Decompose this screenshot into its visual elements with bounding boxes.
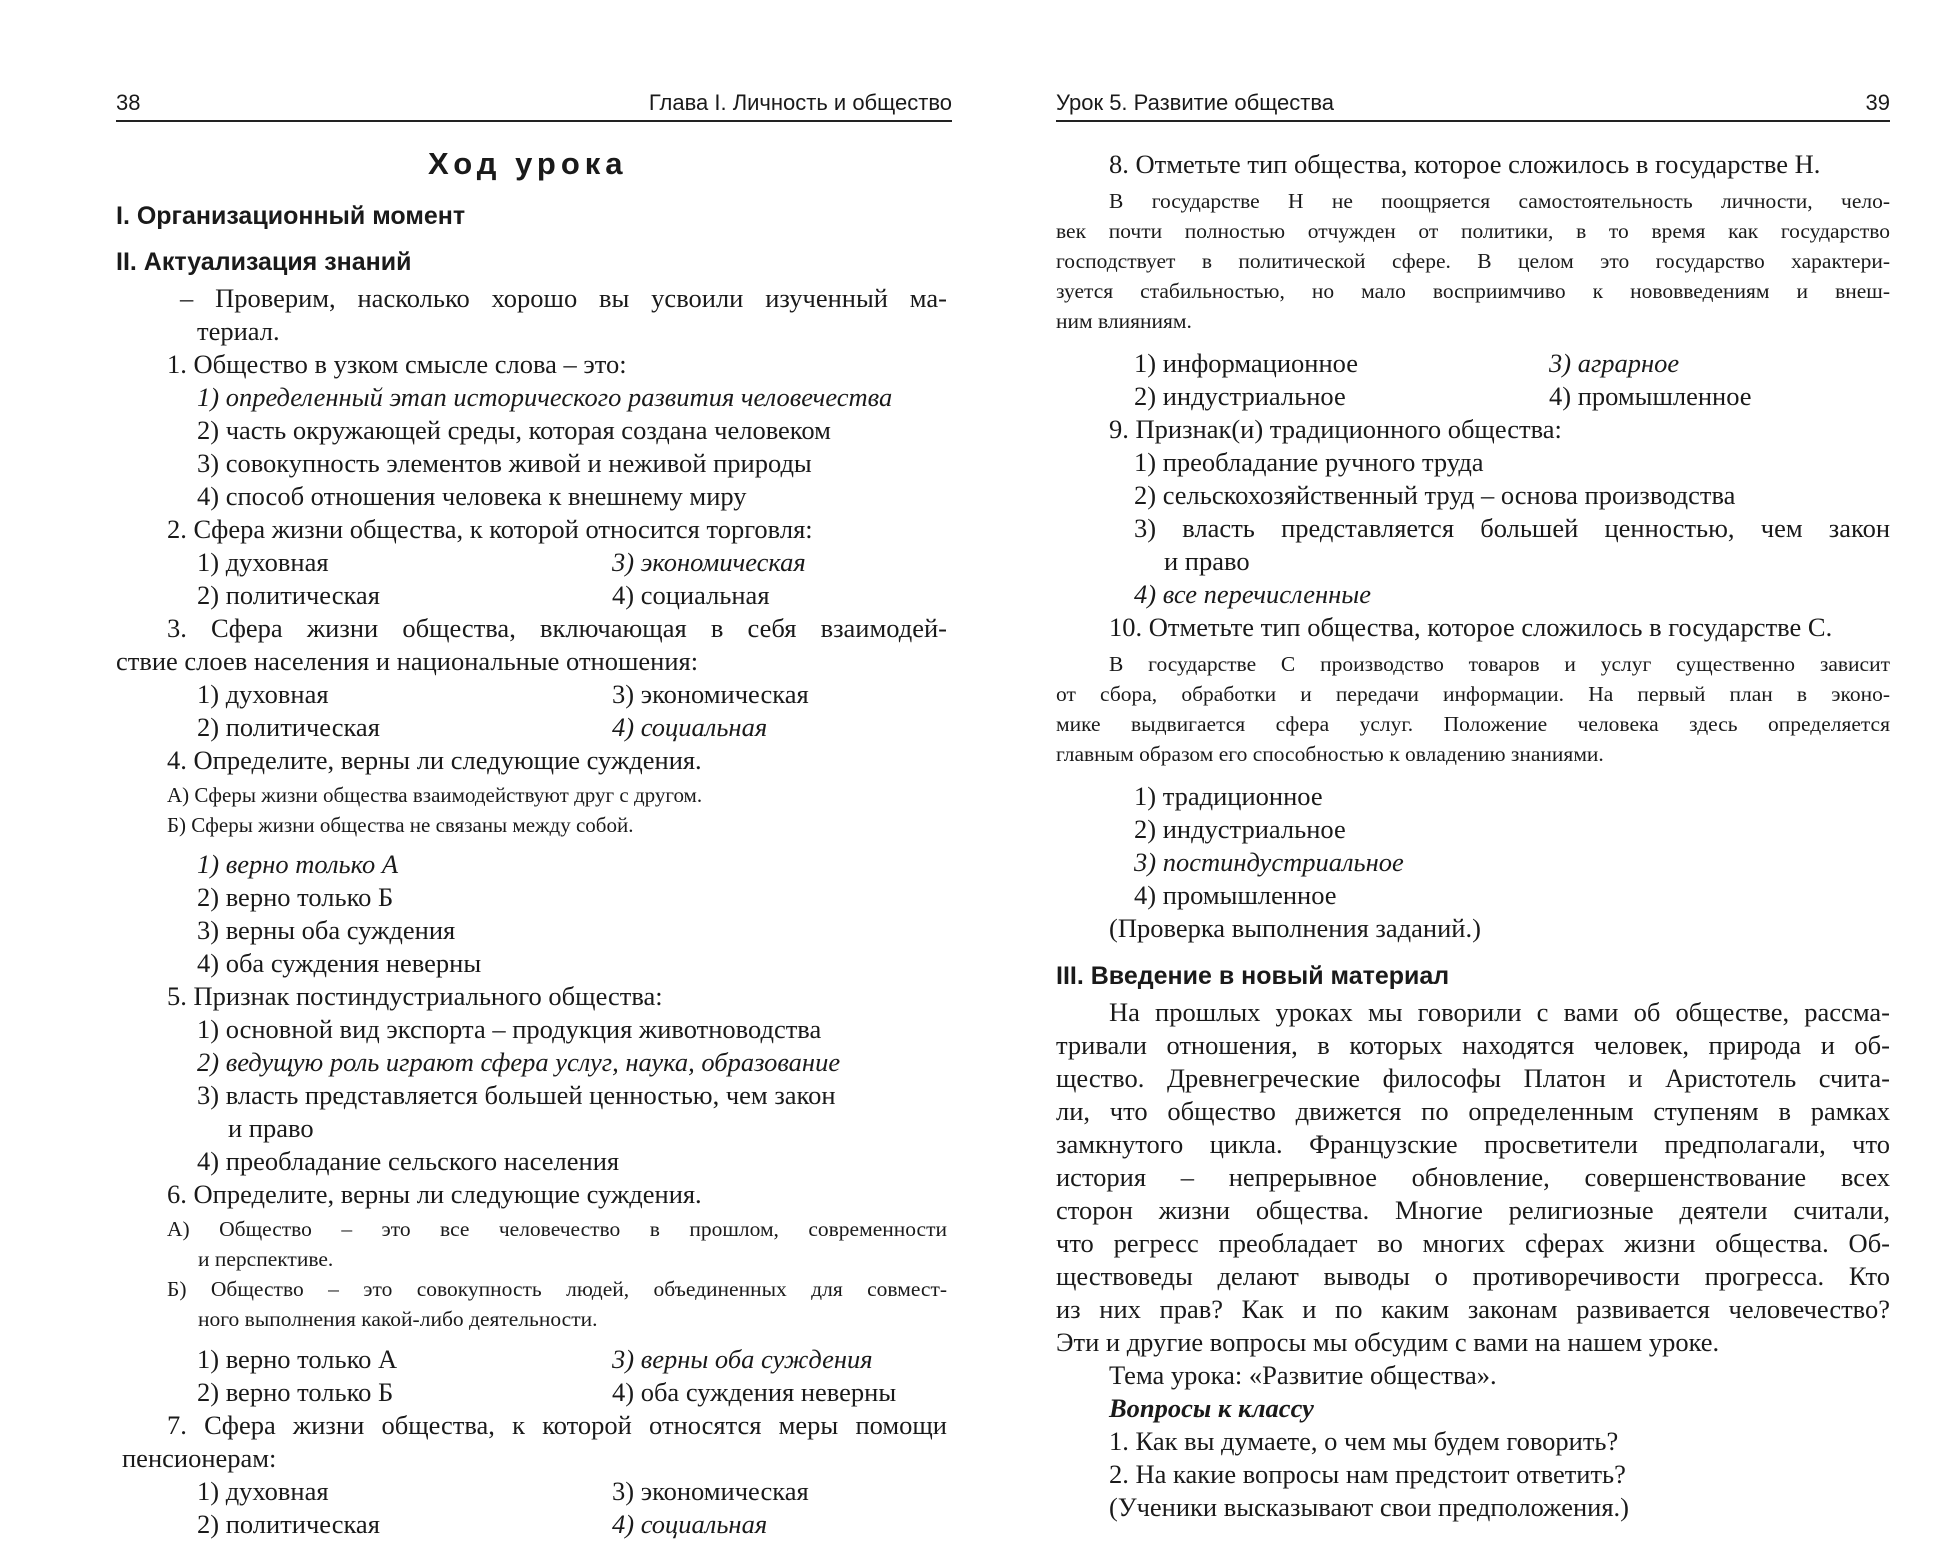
q9-option-3-cont: и право: [1164, 546, 1250, 576]
q9-option-3: 3) власть представляется большей ценностью, чем закон: [1134, 513, 1890, 543]
q6-statement-b-cont: ного выполнения какой-либо деятельности.: [198, 1307, 598, 1331]
check-note: (Проверка выполнения заданий.): [1109, 913, 1481, 943]
question-6: 6. Определите, верны ли следующие суждения.: [167, 1179, 702, 1209]
q10-text-line-2: от сбора, обработки и передачи информации. На первый план в эконо-: [1056, 682, 1890, 706]
q2-option-4: 4) социальная: [612, 580, 770, 610]
section-heading-3: III. Введение в новый материал: [1056, 962, 1450, 990]
page-number-left: 38: [116, 90, 141, 115]
q3-option-4: 4) социальная: [612, 712, 768, 742]
q6-statement-b: Б) Общество – это совокупность людей, объединенных для совмест-: [167, 1277, 947, 1301]
q4-option-2: 2) верно только Б: [197, 882, 394, 912]
question-7-line-2: пенсионерам:: [122, 1443, 277, 1473]
q1-option-4: 4) способ отношения человека к внешнему миру: [197, 481, 747, 511]
q3-option-3: 3) экономическая: [612, 679, 809, 709]
q10-option-3: 3) постиндустриальное: [1134, 847, 1404, 877]
paragraph-line-10: из них прав? Как и по каким законам развивается человечество?: [1056, 1294, 1890, 1324]
q5-option-1: 1) основной вид экспорта – продукция животноводства: [197, 1014, 822, 1044]
q8-option-2: 2) индустриальное: [1134, 381, 1346, 411]
paragraph-line-8: что регресс преобладает во многих сферах жизни общества. Об-: [1056, 1228, 1890, 1258]
page-number-right: 39: [1865, 90, 1890, 115]
q4-option-1: 1) верно только А: [197, 849, 399, 879]
paragraph-line-11: Эти и другие вопросы мы обсудим с вами на нашем уроке.: [1056, 1327, 1720, 1357]
section-heading-1: I. Организационный момент: [116, 202, 466, 230]
left-running-header: [116, 86, 952, 122]
lesson-header: Урок 5. Развитие общества: [1056, 90, 1335, 115]
q6-statement-a: А) Общество – это все человечество в прошлом, современности: [167, 1217, 947, 1241]
q4-option-4: 4) оба суждения неверны: [197, 948, 482, 978]
q8-text-line-2: век почти полностью отчужден от политики, в то время как государство: [1056, 219, 1890, 243]
q8-option-1: 1) информационное: [1134, 348, 1358, 378]
q4-statement-a: А) Сферы жизни общества взаимодействуют друг с другом.: [167, 783, 703, 807]
lesson-title: Ход урока: [428, 146, 628, 181]
paragraph-line-9: ществоведы делают выводы о противоречивости прогресса. Кто: [1056, 1261, 1890, 1291]
q9-option-2: 2) сельскохозяйственный труд – основа производства: [1134, 480, 1736, 510]
paragraph-line-5: замкнутого цикла. Французские просветители предполагали, что: [1056, 1129, 1890, 1159]
q5-option-3: 3) власть представляется большей ценностью, чем закон: [197, 1080, 836, 1110]
question-5: 5. Признак постиндустриального общества:: [167, 981, 663, 1011]
q7-option-3: 3) экономическая: [612, 1476, 809, 1506]
q1-option-2: 2) часть окружающей среды, которая создана человеком: [197, 415, 831, 445]
right-page: [969, 0, 1939, 1558]
q4-statement-b: Б) Сферы жизни общества не связаны между собой.: [167, 813, 634, 837]
q10-text-line-3: мике выдвигается сфера услуг. Положение человека здесь определяется: [1056, 712, 1890, 736]
q2-option-2: 2) политическая: [197, 580, 380, 610]
q2-option-1: 1) духовная: [197, 547, 329, 577]
paragraph-line-6: история – непрерывное обновление, совершенствование всех: [1056, 1162, 1890, 1192]
q6-option-3: 3) верны оба суждения: [612, 1344, 873, 1374]
q6-option-4: 4) оба суждения неверны: [612, 1377, 897, 1407]
q1-option-3: 3) совокупность элементов живой и неживой природы: [197, 448, 812, 478]
question-2: 2. Сфера жизни общества, к которой относится торговля:: [167, 514, 813, 544]
q2-option-3: 3) экономическая: [612, 547, 806, 577]
paragraph-line-2: тривали отношения, в которых находятся человек, природа и об-: [1056, 1030, 1890, 1060]
q8-option-4: 4) промышленное: [1549, 381, 1752, 411]
class-question-1: 1. Как вы думаете, о чем мы будем говорить?: [1109, 1426, 1619, 1456]
intro-line-2: териал.: [197, 316, 280, 346]
q10-option-2: 2) индустриальное: [1134, 814, 1346, 844]
q8-text-line-3: господствует в политической сфере. В целом это государство характери-: [1056, 249, 1890, 273]
q9-option-1: 1) преобладание ручного труда: [1134, 447, 1484, 477]
q9-option-4: 4) все перечисленные: [1134, 579, 1371, 609]
paragraph-line-1: На прошлых уроках мы говорили с вами об обществе, рассма-: [1109, 997, 1890, 1027]
question-7-line-1: 7. Сфера жизни общества, к которой относятся меры помощи: [167, 1410, 947, 1440]
question-1: 1. Общество в узком смысле слова – это:: [167, 349, 627, 379]
q10-text-line-4: главным образом его способностью к овладению знаниями.: [1056, 742, 1604, 766]
chapter-title: Глава I. Личность и общество: [648, 90, 952, 115]
class-question-2: 2. На какие вопросы нам предстоит ответить?: [1109, 1459, 1626, 1489]
lesson-topic: Тема урока: «Развитие общества».: [1109, 1360, 1497, 1390]
q3-option-2: 2) политическая: [197, 712, 380, 742]
q6-option-1: 1) верно только А: [197, 1344, 398, 1374]
question-8: 8. Отметьте тип общества, которое сложилось в государстве Н.: [1109, 149, 1821, 179]
q6-statement-a-cont: и перспективе.: [198, 1247, 334, 1271]
q10-option-1: 1) традиционное: [1134, 781, 1323, 811]
section-heading-2: II. Актуализация знаний: [116, 248, 412, 276]
q8-text-line-1: В государстве Н не поощряется самостоятельность личности, чело-: [1109, 189, 1890, 213]
question-10: 10. Отметьте тип общества, которое сложилось в государстве С.: [1109, 612, 1833, 642]
questions-heading: Вопросы к классу: [1109, 1393, 1314, 1423]
paragraph-line-7: сторон жизни общества. Многие религиозные деятели считали,: [1056, 1195, 1890, 1225]
q7-option-1: 1) духовная: [197, 1476, 329, 1506]
q8-text-line-4: зуется стабильностью, но мало восприимчиво к нововведениям и внеш-: [1056, 279, 1890, 303]
question-9: 9. Признак(и) традиционного общества:: [1109, 414, 1562, 444]
left-page: [0, 0, 969, 1558]
q7-option-2: 2) политическая: [197, 1509, 380, 1539]
paragraph-line-3: щество. Древнегреческие философы Платон и Аристотель счита-: [1056, 1063, 1890, 1093]
question-3-line-2: ствие слоев населения и национальные отношения:: [116, 646, 699, 676]
q3-option-1: 1) духовная: [197, 679, 329, 709]
q5-option-3-cont: и право: [228, 1113, 314, 1143]
q7-option-4: 4) социальная: [612, 1509, 768, 1539]
paragraph-line-4: ли, что общество движется по определенным ступеням в рамках: [1056, 1096, 1890, 1126]
q8-option-3: 3) аграрное: [1549, 348, 1680, 378]
q10-option-4: 4) промышленное: [1134, 880, 1337, 910]
q10-text-line-1: В государстве С производство товаров и услуг существенно зависит: [1109, 652, 1890, 676]
q6-option-2: 2) верно только Б: [197, 1377, 394, 1407]
q4-option-3: 3) верны оба суждения: [197, 915, 456, 945]
q5-option-2: 2) ведущую роль играют сфера услуг, наука, образование: [197, 1047, 841, 1077]
q1-option-1: 1) определенный этап исторического развития человечества: [197, 382, 893, 412]
q5-option-4: 4) преобладание сельского населения: [197, 1146, 620, 1176]
q8-text-line-5: ним влияниям.: [1056, 309, 1192, 333]
right-running-header: [1056, 86, 1890, 122]
question-3-line-1: 3. Сфера жизни общества, включающая в себя взаимодей-: [167, 613, 947, 643]
question-4: 4. Определите, верны ли следующие суждения.: [167, 745, 702, 775]
answer-note: (Ученики высказывают свои предположения.): [1109, 1492, 1629, 1522]
intro-line-1: – Проверим, насколько хорошо вы усвоили изученный ма-: [180, 283, 947, 313]
